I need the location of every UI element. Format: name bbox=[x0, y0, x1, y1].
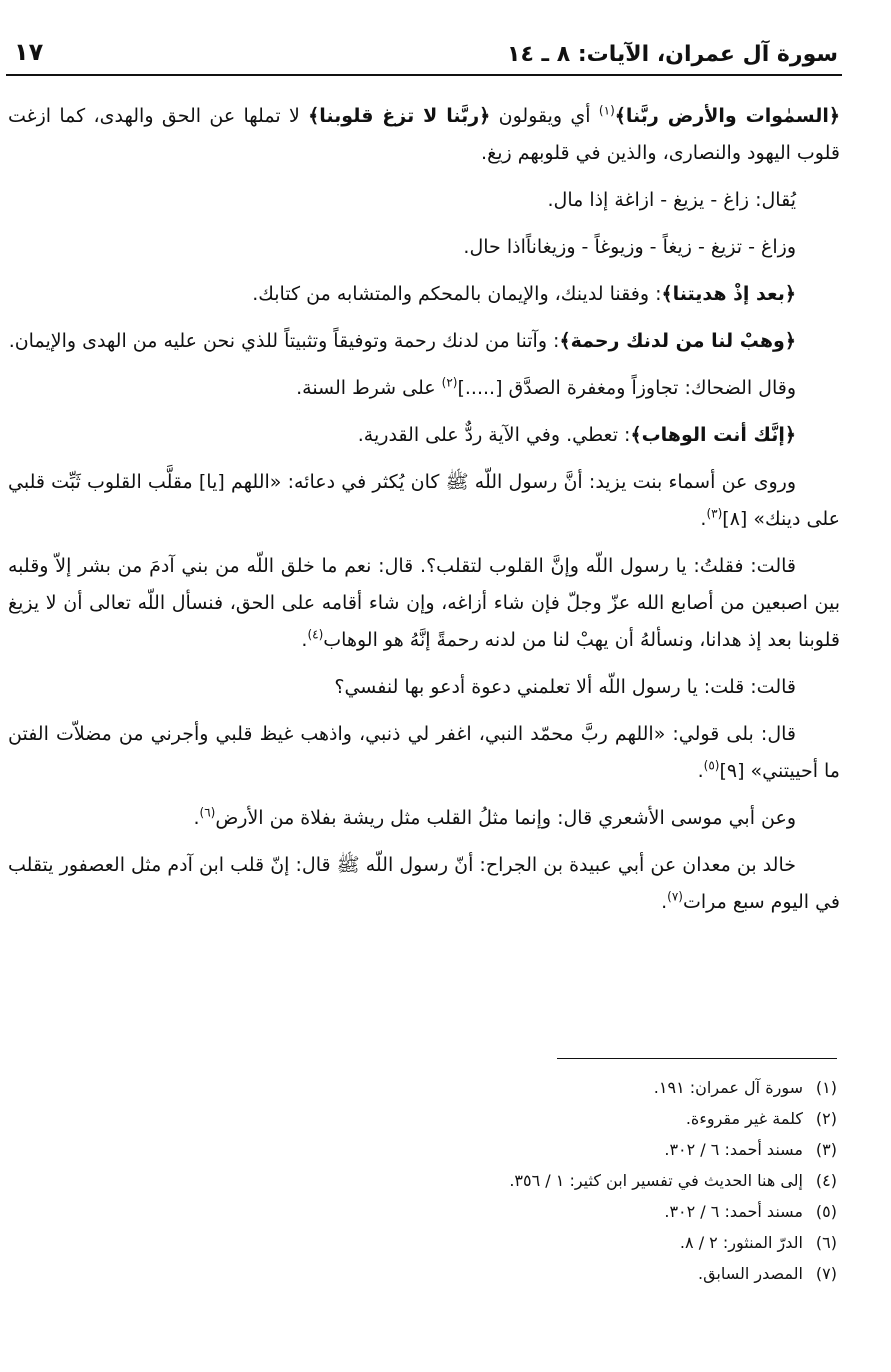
footnote-text: الدرّ المنثور: ٢ / ٨. bbox=[679, 1233, 803, 1252]
quran-quote: ﴿السمٰوات والأرض ربَّنا﴾ bbox=[614, 105, 841, 127]
paragraph-text: لا تملها عن الحق والهدى، كما ازغت قلوب اليهود والنصارى، والذين في قلوبهم زيغ. bbox=[8, 105, 840, 164]
paragraph-text: قال: بلى قولي: «اللهم ربَّ محمّد النبي، اغفر لي ذنبي، واذهب غيظ قلبي وأجرني من مضلاّت الفتن ما أحييتني» [٩] bbox=[8, 723, 840, 782]
footnote-text: مسند أحمد: ٦ / ٣٠٢. bbox=[664, 1202, 803, 1221]
footnotes bbox=[337, 1072, 837, 1289]
footnote-ref: (٤) bbox=[307, 627, 324, 642]
footnote-number: (٤) bbox=[815, 1171, 837, 1190]
footnote-number: (١) bbox=[815, 1078, 837, 1097]
paragraph bbox=[8, 182, 840, 219]
main-text bbox=[8, 98, 840, 931]
footnote-number: (٢) bbox=[815, 1109, 837, 1128]
paragraph bbox=[8, 229, 840, 266]
footnote bbox=[337, 1258, 837, 1289]
paragraph-text: على شرط السنة. bbox=[296, 377, 442, 399]
footnote-text: كلمة غير مقروءة. bbox=[685, 1109, 803, 1128]
paragraph bbox=[8, 669, 840, 706]
footnote-text: إلى هنا الحديث في تفسير ابن كثير: ١ / ٣٥٦. bbox=[509, 1171, 803, 1190]
page-header bbox=[6, 34, 842, 76]
paragraph bbox=[8, 417, 840, 454]
quran-quote: ﴿وهبْ لنا من لدنك رحمة﴾ bbox=[559, 330, 796, 352]
footnote-text: المصدر السابق. bbox=[697, 1264, 803, 1283]
paragraph-text: . bbox=[697, 760, 704, 782]
quran-quote: ﴿إنَّك أنت الوهاب﴾ bbox=[630, 424, 796, 446]
quran-quote: ﴿بعد إذْ هديتنا﴾ bbox=[661, 283, 796, 305]
paragraph-text: : تعطي. وفي الآية ردٌّ على القدرية. bbox=[357, 424, 631, 446]
paragraph bbox=[8, 370, 840, 407]
footnote bbox=[337, 1196, 837, 1227]
footnote bbox=[337, 1227, 837, 1258]
paragraph-text: خالد بن معدان عن أبي عبيدة بن الجراح: أنّ رسول اللّه ﷺ قال: إنّ قلب ابن آدم مثل العصفور يتقلب في اليوم سبع مرات bbox=[8, 854, 840, 913]
footnote bbox=[337, 1165, 837, 1196]
footnote-ref: (٦) bbox=[199, 805, 216, 820]
paragraph bbox=[8, 716, 840, 790]
paragraph-text: وعن أبي موسى الأشعري قال: وإنما مثلُ القلب مثل ريشة بفلاة من الأرض bbox=[215, 807, 796, 829]
paragraph-text: . bbox=[700, 508, 707, 530]
paragraph-text: . bbox=[301, 629, 308, 651]
footnote-text: سورة آل عمران: ١٩١. bbox=[653, 1078, 803, 1097]
footnote bbox=[337, 1103, 837, 1134]
footnote-number: (٦) bbox=[815, 1233, 837, 1252]
paragraph bbox=[8, 98, 840, 172]
running-title: سورة آل عمران، الآيات: ٨ ـ ١٤ bbox=[507, 42, 838, 67]
paragraph-text: : وآتنا من لدنك رحمة وتوفيقاً وتثبيتاً للذي نحن عليه من الهدى والإيمان. bbox=[8, 330, 560, 352]
footnote bbox=[337, 1134, 837, 1165]
paragraph-text: قالت: قلت: يا رسول اللّه ألا تعلمني دعوة أدعو بها لنفسي؟ bbox=[334, 676, 796, 698]
paragraph-text: وقال الضحاك: تجاوزاً ومغفرة الصدَّق [.....] bbox=[457, 377, 796, 399]
footnote-divider bbox=[557, 1058, 837, 1059]
footnote-number: (٧) bbox=[815, 1264, 837, 1283]
paragraph-text: وزاغ - تزيغ - زيغاً - وزيوغاً - وزيغاناًاذا حال. bbox=[463, 236, 796, 258]
paragraph bbox=[8, 847, 840, 921]
paragraph bbox=[8, 548, 840, 659]
footnote-ref: (١) bbox=[598, 103, 615, 118]
footnote-number: (٥) bbox=[815, 1202, 837, 1221]
paragraph bbox=[8, 464, 840, 538]
footnote-ref: (٧) bbox=[667, 889, 683, 904]
footnote-text: مسند أحمد: ٦ / ٣٠٢. bbox=[664, 1140, 803, 1159]
paragraph-text: : وفقنا لدينك، والإيمان بالمحكم والمتشابه من كتابك. bbox=[252, 283, 662, 305]
paragraph-text: وروى عن أسماء بنت يزيد: أنَّ رسول اللّه ﷺ كان يُكثر في دعائه: «اللهم [يا] مقلَّب القلوب ثَبِّت قلبي على دينك» [٨] bbox=[8, 471, 840, 530]
paragraph bbox=[8, 323, 840, 360]
page-number: ١٧ bbox=[14, 38, 44, 66]
paragraph-text: . bbox=[661, 891, 668, 913]
paragraph-text: قالت: فقلتُ: يا رسول اللّه وإنَّ القلوب لتقلب؟. قال: نعم ما خلق اللّه من بني آدمَ من بشر إلاّ وقلبه بين اصبعين من أصابع الله عزّ وجلّ فإن شاء أزاغه، وإن شاء أقامه على الحق، فنسأل اللّه تعالى أن لا يزيغ قلوبنا بعد إذ هدانا، ونسألهُ أن يهبْ لنا من لدنه رحمةً إنَّهُ هو الوهاب bbox=[8, 555, 840, 651]
footnote-ref: (٢) bbox=[441, 375, 458, 390]
paragraph-text: أي ويقولون bbox=[490, 105, 599, 127]
paragraph-text: يُقال: زاغ - يزيغ - ازاغة إذا مال. bbox=[547, 189, 796, 211]
footnote bbox=[337, 1072, 837, 1103]
paragraph bbox=[8, 800, 840, 837]
quran-quote: ﴿ربَّنا لا تزغ قلوبنا﴾ bbox=[308, 105, 491, 127]
paragraph-text: . bbox=[193, 807, 200, 829]
footnote-ref: (٣) bbox=[706, 506, 723, 521]
footnote-number: (٣) bbox=[815, 1140, 837, 1159]
paragraph bbox=[8, 276, 840, 313]
footnote-ref: (٥) bbox=[703, 758, 720, 773]
